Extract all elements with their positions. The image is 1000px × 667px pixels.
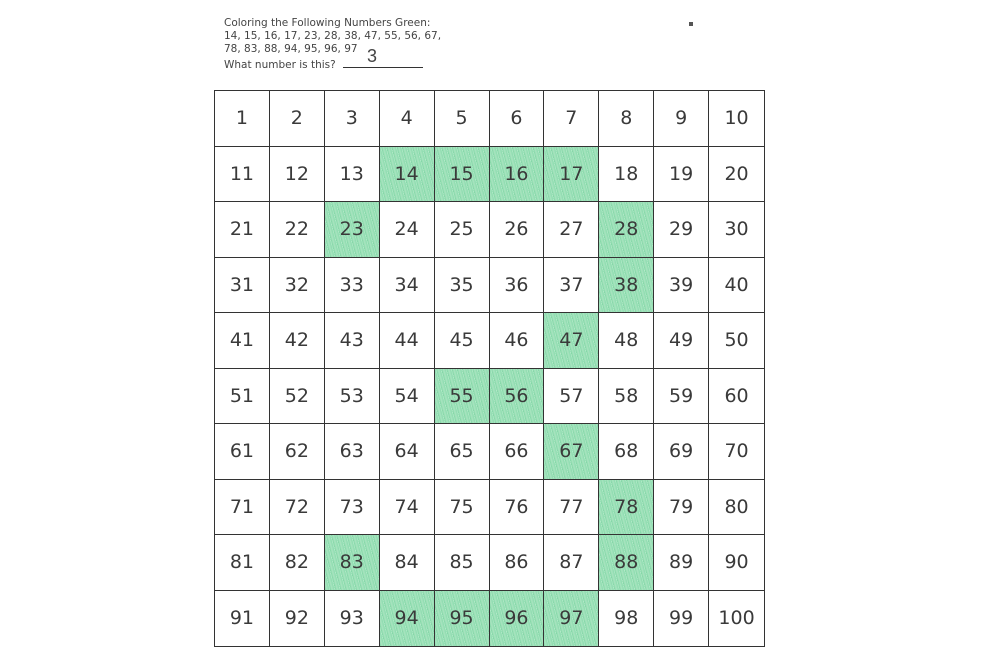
grid-cell-green[interactable]: 17: [544, 147, 599, 203]
grid-cell[interactable]: 59: [654, 369, 709, 425]
question-text: What number is this?: [224, 59, 336, 71]
grid-cell[interactable]: 57: [544, 369, 599, 425]
grid-cell[interactable]: 71: [215, 480, 270, 536]
grid-cell[interactable]: 74: [380, 480, 435, 536]
grid-cell[interactable]: 2: [270, 91, 325, 147]
grid-cell[interactable]: 79: [654, 480, 709, 536]
grid-cell-green[interactable]: 96: [490, 591, 545, 647]
grid-cell[interactable]: 89: [654, 535, 709, 591]
grid-cell[interactable]: 26: [490, 202, 545, 258]
grid-cell[interactable]: 4: [380, 91, 435, 147]
grid-cell-green[interactable]: 28: [599, 202, 654, 258]
worksheet-header: [224, 17, 441, 72]
grid-cell[interactable]: 1: [215, 91, 270, 147]
grid-cell[interactable]: 39: [654, 258, 709, 314]
grid-cell[interactable]: 32: [270, 258, 325, 314]
grid-cell[interactable]: 91: [215, 591, 270, 647]
grid-cell[interactable]: 72: [270, 480, 325, 536]
grid-cell-green[interactable]: 55: [435, 369, 490, 425]
grid-cell[interactable]: 37: [544, 258, 599, 314]
grid-cell[interactable]: 6: [490, 91, 545, 147]
grid-cell[interactable]: 61: [215, 424, 270, 480]
grid-cell[interactable]: 30: [709, 202, 764, 258]
grid-cell[interactable]: 46: [490, 313, 545, 369]
grid-cell-green[interactable]: 94: [380, 591, 435, 647]
grid-cell[interactable]: 99: [654, 591, 709, 647]
grid-cell[interactable]: 35: [435, 258, 490, 314]
grid-cell[interactable]: 93: [325, 591, 380, 647]
grid-cell[interactable]: 8: [599, 91, 654, 147]
grid-cell[interactable]: 9: [654, 91, 709, 147]
grid-cell[interactable]: 63: [325, 424, 380, 480]
grid-cell[interactable]: 100: [718, 607, 755, 630]
grid-cell[interactable]: 73: [325, 480, 380, 536]
grid-cell[interactable]: 87: [544, 535, 599, 591]
grid-cell[interactable]: 80: [709, 480, 764, 536]
numbers-list-line-2: 78, 83, 88, 94, 95, 96, 97: [224, 43, 358, 55]
grid-cell[interactable]: 33: [325, 258, 380, 314]
grid-cell[interactable]: 7: [544, 91, 599, 147]
grid-cell[interactable]: 19: [654, 147, 709, 203]
grid-cell[interactable]: 40: [709, 258, 764, 314]
grid-cell[interactable]: 86: [490, 535, 545, 591]
grid-cell[interactable]: 76: [490, 480, 545, 536]
grid-cell[interactable]: 68: [599, 424, 654, 480]
grid-cell[interactable]: 18: [599, 147, 654, 203]
grid-cell[interactable]: 85: [435, 535, 490, 591]
grid-cell[interactable]: 29: [654, 202, 709, 258]
grid-cell[interactable]: 22: [270, 202, 325, 258]
grid-cell[interactable]: 84: [380, 535, 435, 591]
grid-cell[interactable]: 66: [490, 424, 545, 480]
grid-cell-green[interactable]: 95: [435, 591, 490, 647]
grid-cell[interactable]: 41: [215, 313, 270, 369]
grid-cell-green[interactable]: 83: [325, 535, 380, 591]
grid-cell[interactable]: 25: [435, 202, 490, 258]
grid-cell-green[interactable]: 15: [435, 147, 490, 203]
grid-cell[interactable]: 77: [544, 480, 599, 536]
grid-cell[interactable]: 50: [709, 313, 764, 369]
grid-cell[interactable]: 10: [709, 91, 764, 147]
instruction-text: Coloring the Following Numbers Green:: [224, 17, 431, 29]
grid-cell[interactable]: 11: [215, 147, 270, 203]
grid-cell-green[interactable]: 56: [490, 369, 545, 425]
grid-cell[interactable]: 69: [654, 424, 709, 480]
grid-cell[interactable]: 62: [270, 424, 325, 480]
grid-cell[interactable]: 13: [325, 147, 380, 203]
grid-cell-green[interactable]: 16: [490, 147, 545, 203]
answer-blank[interactable]: [343, 46, 423, 68]
grid-cell-green[interactable]: 97: [544, 591, 599, 647]
grid-cell[interactable]: 98: [599, 591, 654, 647]
grid-cell[interactable]: 81: [215, 535, 270, 591]
grid-cell[interactable]: 51: [215, 369, 270, 425]
grid-cell-green[interactable]: 88: [599, 535, 654, 591]
numbers-list-line-1: 14, 15, 16, 17, 23, 28, 38, 47, 55, 56, 67,: [224, 30, 442, 42]
grid-cell-green[interactable]: 23: [325, 202, 380, 258]
grid-cell[interactable]: 53: [325, 369, 380, 425]
grid-cell-green[interactable]: 47: [544, 313, 599, 369]
grid-cell[interactable]: 92: [270, 591, 325, 647]
grid-cell[interactable]: 75: [435, 480, 490, 536]
grid-cell-green[interactable]: 14: [380, 147, 435, 203]
grid-cell[interactable]: 65: [435, 424, 490, 480]
grid-cell[interactable]: 54: [380, 369, 435, 425]
grid-cell[interactable]: 34: [380, 258, 435, 314]
grid-cell[interactable]: 42: [270, 313, 325, 369]
handwritten-answer: 3: [367, 46, 378, 66]
grid-cell[interactable]: 20: [709, 147, 764, 203]
grid-cell[interactable]: 58: [599, 369, 654, 425]
grid-cell[interactable]: 48: [599, 313, 654, 369]
grid-cell[interactable]: 24: [380, 202, 435, 258]
grid-cell[interactable]: 45: [435, 313, 490, 369]
grid-cell[interactable]: 60: [709, 369, 764, 425]
grid-cell[interactable]: 12: [270, 147, 325, 203]
grid-cell[interactable]: 52: [270, 369, 325, 425]
grid-cell[interactable]: 64: [380, 424, 435, 480]
grid-cell[interactable]: 5: [435, 91, 490, 147]
grid-cell[interactable]: 27: [544, 202, 599, 258]
stray-mark: [689, 22, 693, 26]
grid-cell[interactable]: 70: [709, 424, 764, 480]
grid-cell[interactable]: 3: [325, 91, 380, 147]
grid-cell[interactable]: 36: [490, 258, 545, 314]
grid-cell-green[interactable]: 38: [599, 258, 654, 314]
grid-cell[interactable]: 82: [270, 535, 325, 591]
grid-cell[interactable]: 90: [709, 535, 764, 591]
grid-cell[interactable]: 44: [380, 313, 435, 369]
grid-cell[interactable]: 43: [325, 313, 380, 369]
grid-cell[interactable]: 21: [215, 202, 270, 258]
grid-cell-green[interactable]: 67: [544, 424, 599, 480]
hundreds-chart-grid: [214, 90, 765, 647]
grid-cell[interactable]: 31: [215, 258, 270, 314]
grid-cell-green[interactable]: 78: [599, 480, 654, 536]
grid-cell[interactable]: 49: [654, 313, 709, 369]
